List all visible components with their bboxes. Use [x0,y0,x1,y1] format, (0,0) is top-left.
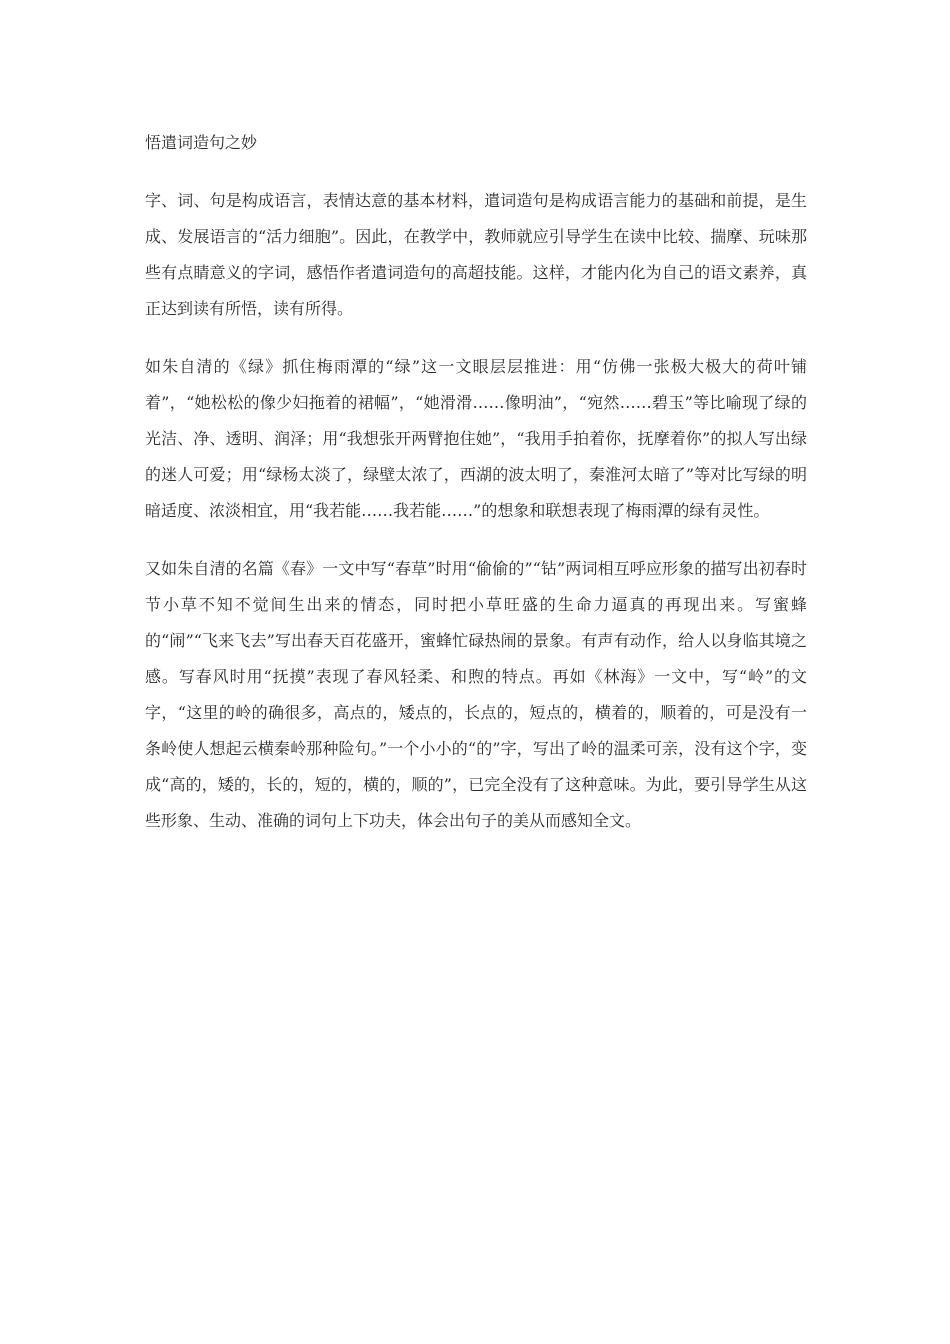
paragraph-lv-example: 如朱自清的《绿》抓住梅雨潭的“绿”这一文眼层层推进：用“仿佛一张极大极大的荷叶铺着”，“她松松的像少妇拖着的裙幅”，“她滑滑……像明油”，“宛然……碧玉”等比喻现了绿的光洁、净、透明、润泽；用“我想张开两臂抱住她”，“我用手拍着你，抚摩着你”的拟人写出绿的迷人可爱；用“绿杨太淡了，绿壁太浓了，西湖的波太明了，秦淮河太暗了”等对比写绿的明暗适度、浓淡相宜，用“我若能……我若能……”的想象和联想表现了梅雨潭的绿有灵性。 [145,357,807,520]
document-body [145,125,807,861]
paragraph-intro: 字、词、句是构成语言，表情达意的基本材料，遣词造句是构成语言能力的基础和前提，是生成、发展语言的“活力细胞”。因此，在教学中，教师就应引导学生在读中比较、揣摩、玩味那些有点睛意义的字词，感悟作者遣词造句的高超技能。这样，才能内化为自己的语文素养，真正达到读有所悟，读有所得。 [145,191,807,318]
paragraph-chun-example: 又如朱自清的名篇《春》一文中写“春草”时用“偷偷的”“钻”两词相互呼应形象的描写出初春时节小草不知不觉间生出来的情态，同时把小草旺盛的生命力逼真的再现出来。写蜜蜂的“闹”“飞来飞去”写出春天百花盛开，蜜蜂忙碌热闹的景象。有声有动作，给人以身临其境之感。写春风时用“抚摸”表现了春风轻柔、和煦的特点。再如《林海》一文中，写“岭”的文字，“这里的岭的确很多，高点的，矮点的，长点的，短点的，横着的，顺着的，可是没有一条岭使人想起云横秦岭那种险句。”一个小小的“的”字，写出了岭的温柔可亲，没有这个字，变成“高的，矮的，长的，短的，横的，顺的”，已完全没有了这种意味。为此，要引导学生从这些形象、生动、准确的词句上下功夫，体会出句子的美从而感知全文。 [145,559,807,830]
document-title: 悟遣词造句之妙 [145,133,258,152]
